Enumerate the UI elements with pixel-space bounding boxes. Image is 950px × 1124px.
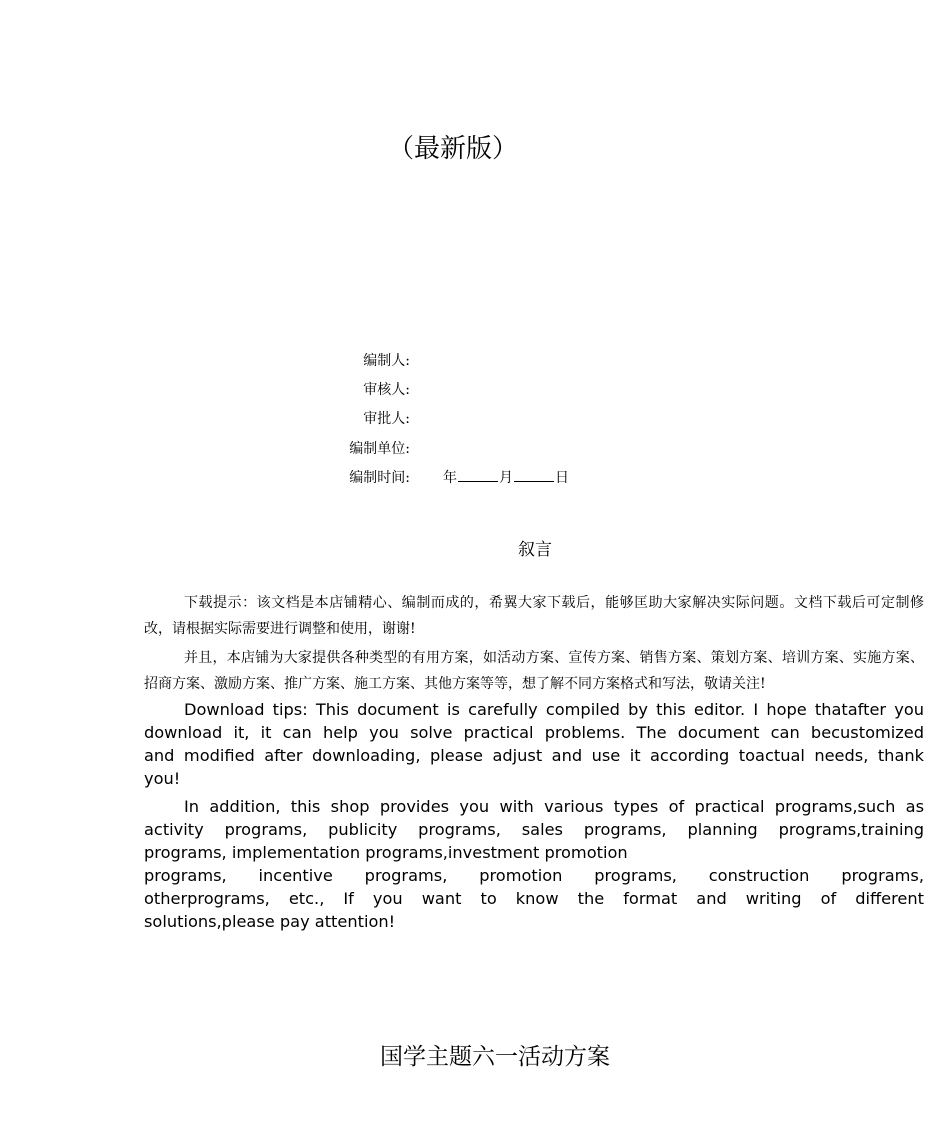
text-line: download it, it can help you solve practical problems. The document can becustomized xyxy=(144,723,924,742)
time-label: 编制时间: xyxy=(349,470,410,486)
text-line: programs, incentive programs, promotion programs, construction programs, xyxy=(144,866,924,885)
day-label: 日 xyxy=(555,470,569,486)
text-line: solutions,please pay attention! xyxy=(144,912,396,931)
text-line: programs, implementation programs,investment promotion xyxy=(144,843,628,862)
download-tips-en xyxy=(144,698,924,790)
approver-label: 审批人: xyxy=(363,411,410,427)
text-line: Download tips: This document is carefully compiled by this editor. I hope thatafter you xyxy=(184,700,924,719)
month-blank xyxy=(458,467,498,482)
text-line: activity programs, publicity programs, sales programs, planning programs,training xyxy=(144,820,924,839)
text-line: and modified after downloading, please adjust and use it according toactual needs, thank xyxy=(144,746,924,765)
unit-label: 编制单位: xyxy=(349,441,410,457)
preface-title: 叙言 xyxy=(518,540,552,560)
day-blank xyxy=(514,467,554,482)
year-label: 年 xyxy=(443,470,457,486)
compile-date xyxy=(443,467,569,487)
text-line: otherprograms, etc., If you want to know the format and writing of different xyxy=(144,889,924,908)
edition-label: （最新版） xyxy=(387,134,518,164)
text-line: In addition, this shop provides you with various types of practical programs,such as xyxy=(184,797,924,816)
download-tips-cn: 下载提示：该文档是本店铺精心、编制而成的，希翼大家下载后，能够匡助大家解决实际问题。文档下载后可定制修改，请根据实际需要进行调整和使用，谢谢! xyxy=(144,595,924,637)
document-title: 国学主题六一活动方案 xyxy=(380,1044,610,1070)
addition-en xyxy=(144,795,924,933)
compiler-label: 编制人: xyxy=(363,353,410,369)
addition-cn: 并且，本店铺为大家提供各种类型的有用方案，如活动方案、宣传方案、销售方案、策划方案、培训方案、实施方案、招商方案、激励方案、推广方案、施工方案、其他方案等等，想了解不同方案格式和写法，敬请关注! xyxy=(144,650,924,692)
reviewer-label: 审核人: xyxy=(363,382,410,398)
text-line: you! xyxy=(144,769,181,788)
month-label: 月 xyxy=(499,470,513,486)
